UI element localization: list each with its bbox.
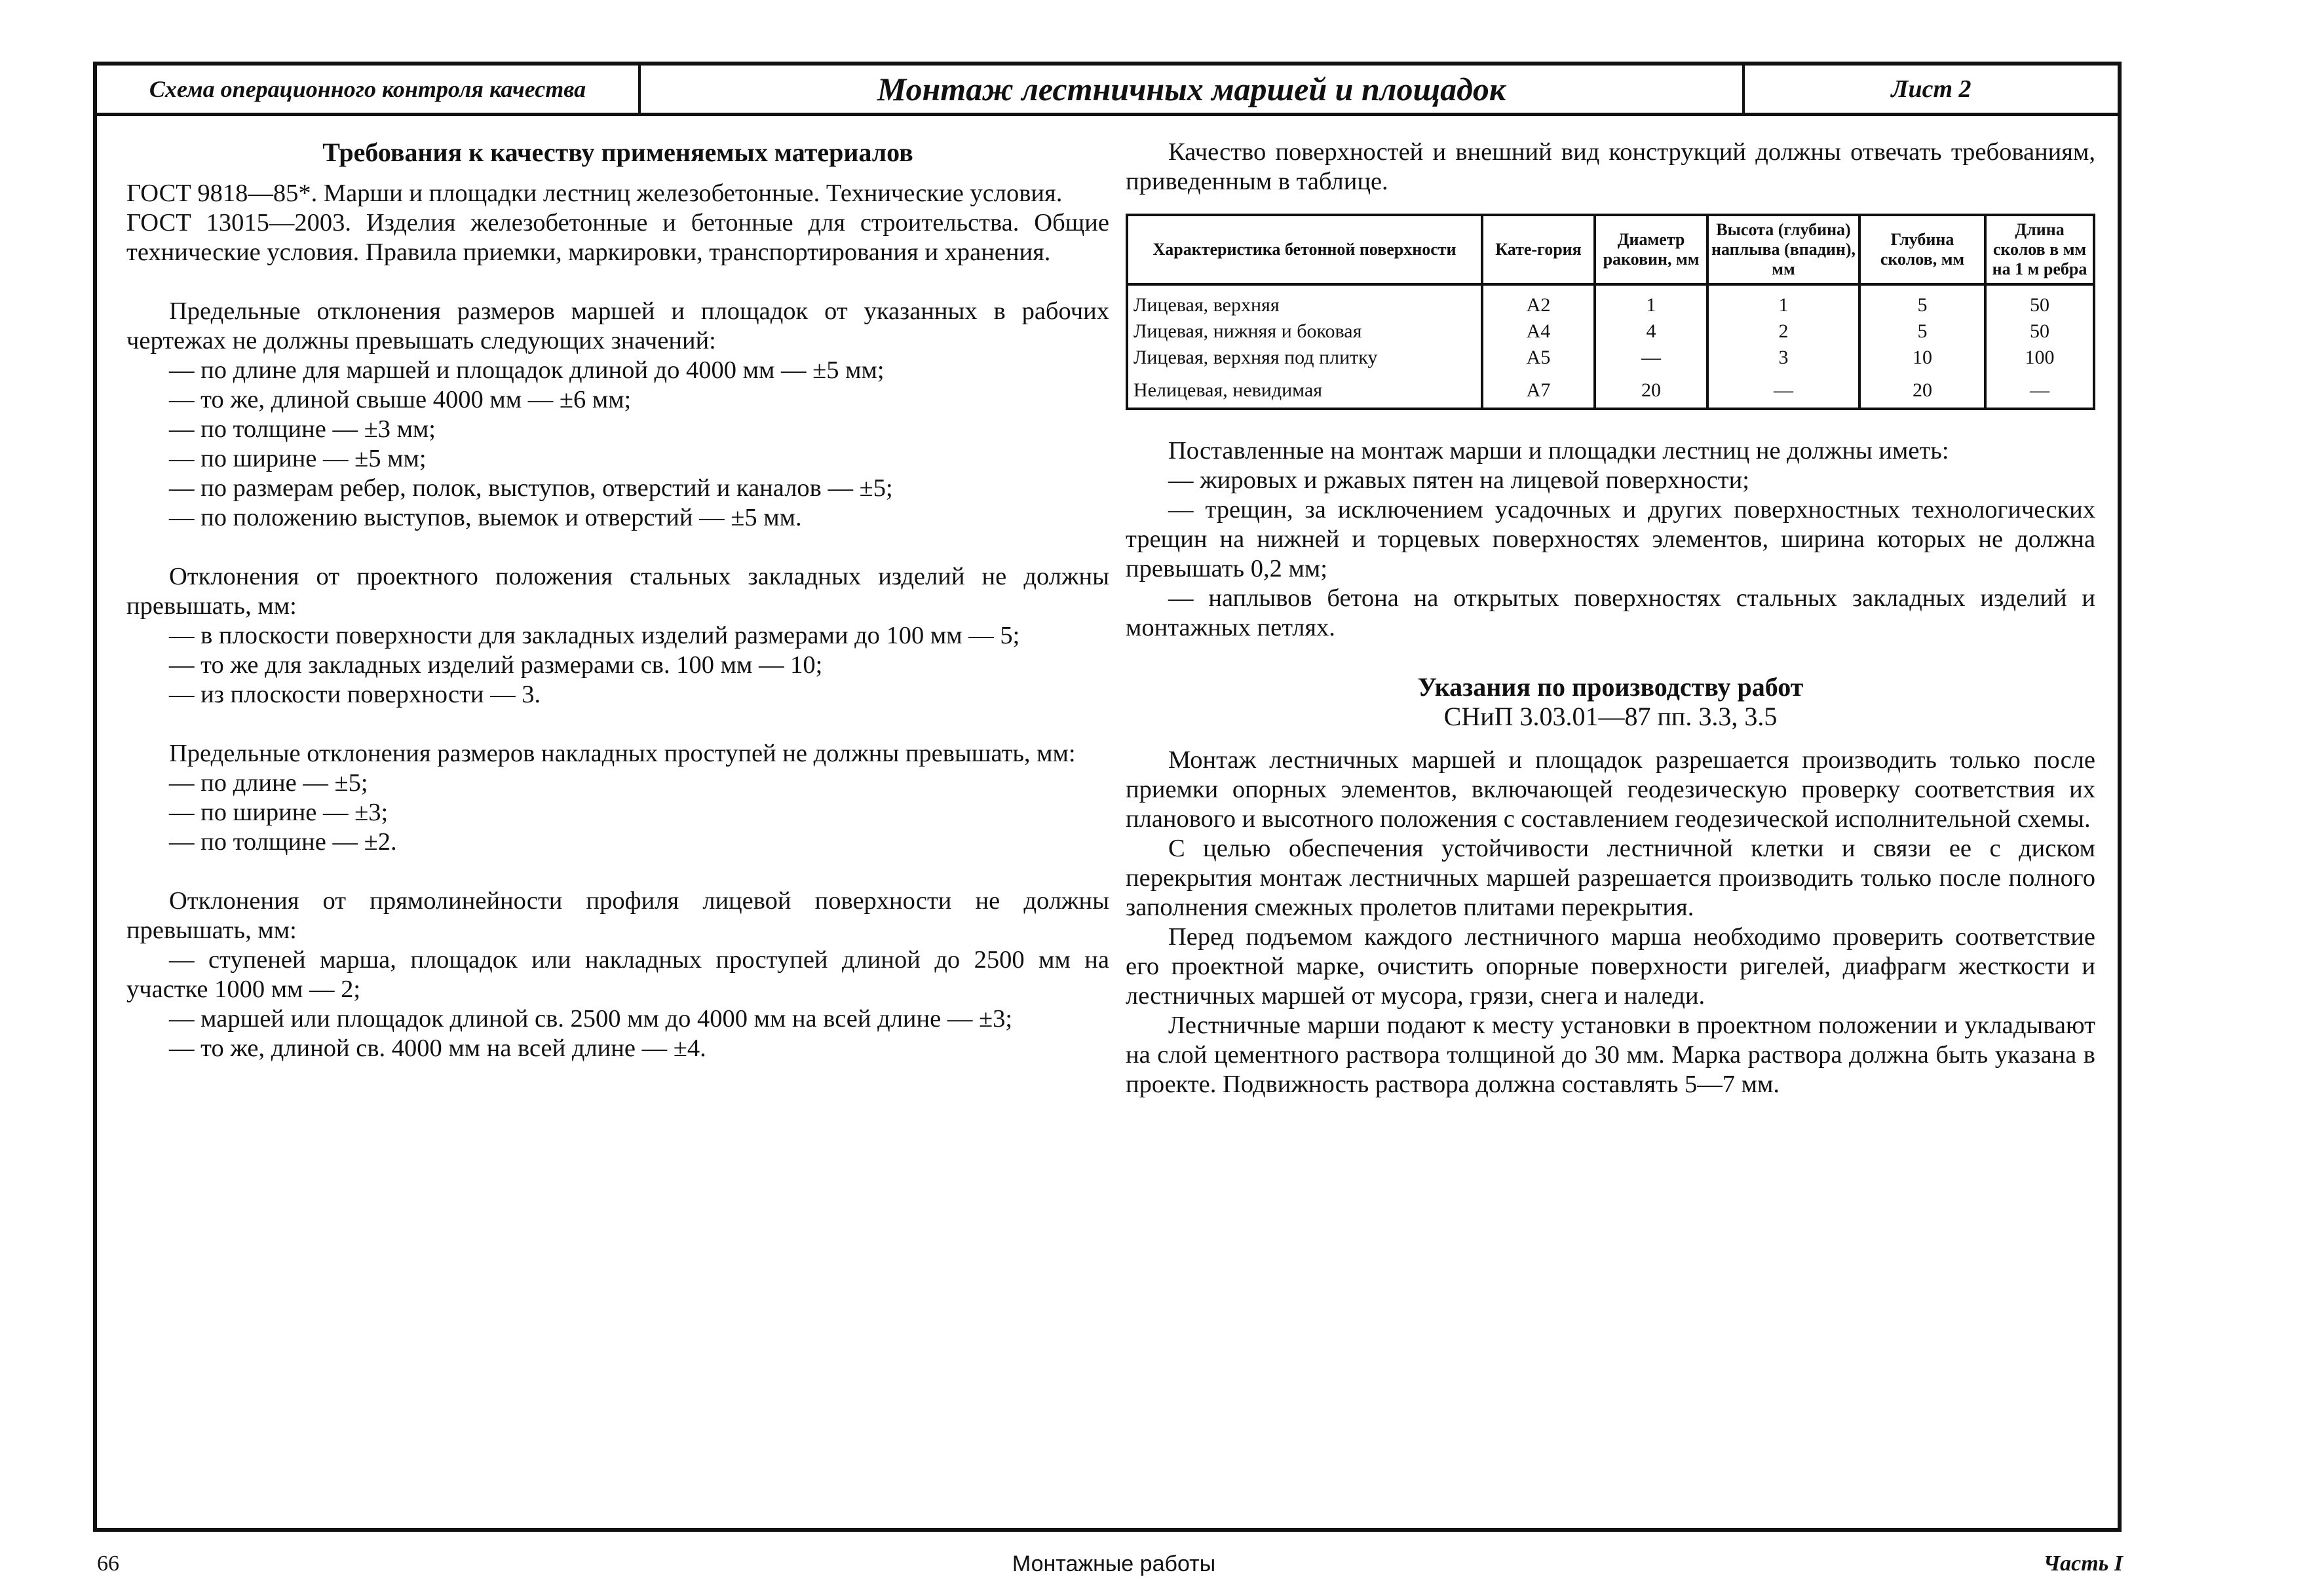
table-cell: Нелицевая, невидимая: [1127, 371, 1482, 409]
table-cell: 4: [1595, 318, 1707, 345]
table-cell: 5: [1859, 318, 1985, 345]
deviation-item: — по положению выступов, выемок и отверстий — ±5 мм.: [169, 504, 802, 531]
table-cell: 2: [1707, 318, 1859, 345]
table-cell: 5: [1859, 284, 1985, 318]
table-header: Глубина сколов, мм: [1859, 215, 1985, 284]
tread-item: — по ширине — ±3;: [169, 799, 389, 826]
header-title: Монтаж лестничных маршей и площадок: [641, 66, 1745, 113]
table-header: Диаметр раковин, мм: [1595, 215, 1707, 284]
materials-title: Требования к качеству применяемых материалов: [322, 138, 913, 167]
table-cell: А7: [1482, 371, 1595, 409]
table-cell: Лицевая, нижняя и боковая: [1127, 318, 1482, 345]
table-cell: —: [1707, 371, 1859, 409]
straightness-item: — ступеней марша, площадок или накладных проступей длиной до 2500 мм на участке 1000 мм — 2;: [126, 946, 1109, 1003]
deviation-item: — по длине для маршей и площадок длиной до 4000 мм — ±5 мм;: [169, 356, 885, 384]
table-cell: —: [1595, 345, 1707, 371]
table-cell: Лицевая, верхняя под плитку: [1127, 345, 1482, 371]
table-row: [1127, 284, 2094, 318]
table-cell: 50: [1985, 318, 2094, 345]
header-left: Схема операционного контроля качества: [97, 66, 641, 113]
gost-9818: ГОСТ 9818—85*. Марши и площадки лестниц железобетонные. Технические условия.: [126, 180, 1063, 207]
table-cell: 20: [1595, 371, 1707, 409]
table-cell: 1: [1595, 284, 1707, 318]
surface-quality-table: [1126, 214, 2095, 410]
table-cell: —: [1985, 371, 2094, 409]
gost-13015: ГОСТ 13015—2003. Изделия железобетонные и бетонные для строительства. Общие технические условия. Правила приемки, маркировки, транспортирования и хранения.: [126, 209, 1109, 266]
left-column: [126, 138, 1109, 1063]
table-header: Характеристика бетонной поверхности: [1127, 215, 1482, 284]
table-cell: 50: [1985, 284, 2094, 318]
table-cell: 1: [1707, 284, 1859, 318]
deviation-item: — по ширине — ±5 мм;: [169, 445, 427, 472]
straightness-item: — маршей или площадок длиной св. 2500 мм до 4000 мм на всей длине — ±3;: [169, 1005, 1013, 1033]
header-sheet: Лист 2: [1891, 75, 1972, 103]
table-cell: 100: [1985, 345, 2094, 371]
page-frame: [93, 62, 2122, 1532]
table-row: [1127, 345, 2094, 371]
embed-item: — из плоскости поверхности — 3.: [169, 681, 541, 708]
work-subtitle: СНиП 3.03.01—87 пп. 3.3, 3.5: [1443, 702, 1778, 731]
table-cell: 3: [1707, 345, 1859, 371]
table-cell: 20: [1859, 371, 1985, 409]
table-cell: 10: [1859, 345, 1985, 371]
embed-item: — то же для закладных изделий размерами св. 100 мм — 10;: [169, 651, 823, 679]
defects-item: — наплывов бетона на открытых поверхностях стальных закладных изделий и монтажных петлях.: [1126, 584, 2095, 641]
work-paragraph: Монтаж лестничных маршей и площадок разрешается производить только после приемки опорных элементов, включающей геодезическую проверку соответствия их планового и высотного положения с составлением геодезической исполнительной схемы.: [1126, 746, 2095, 833]
work-paragraph: Лестничные марши подают к месту установки в проектном положении и укладывают на слой цементного раствора толщиной до 30 мм. Марка раствора должна быть указана в проекте. Подвижность раствора должна составлять 5—7 мм.: [1126, 1012, 2095, 1098]
deviation-item: — по размерам ребер, полок, выступов, отверстий и каналов — ±5;: [169, 474, 893, 502]
work-paragraph: С целью обеспечения устойчивости лестничной клетки и связи ее с диском перекрытия монтаж лестничных маршей разрешается производить только после полного заполнения смежных пролетов плитами перекрытия.: [1126, 835, 2095, 921]
deviation-item: — то же, длиной свыше 4000 мм — ±6 мм;: [169, 386, 632, 413]
table-cell: Лицевая, верхняя: [1127, 284, 1482, 318]
deviation-intro: Предельные отклонения размеров маршей и площадок от указанных в рабочих чертежах не должны превышать следующих значений:: [126, 297, 1109, 354]
tread-item: — по толщине — ±2.: [169, 828, 397, 856]
footer-part: Часть I: [2043, 1551, 2123, 1576]
defects-item: — трещин, за исключением усадочных и других поверхностных технологических трещин на нижней и торцевых поверхностях элементов, ширина которых не должна превышать 0,2 мм;: [1126, 496, 2095, 582]
table-row: [1127, 371, 2094, 409]
tread-intro: Предельные отклонения размеров накладных проступей не должны превышать, мм:: [169, 740, 1076, 767]
right-column: [1126, 138, 2095, 1099]
table-cell: А2: [1482, 284, 1595, 318]
embed-intro: Отклонения от проектного положения стальных закладных изделий не должны превышать, мм:: [126, 563, 1109, 620]
table-header: Длина сколов в мм на 1 м ребра: [1985, 215, 2094, 284]
straightness-item: — то же, длиной св. 4000 мм на всей длине — ±4.: [169, 1035, 706, 1062]
tread-item: — по длине — ±5;: [169, 769, 368, 797]
table-cell: А4: [1482, 318, 1595, 345]
header-bar: [97, 66, 2118, 116]
deviation-item: — по толщине — ±3 мм;: [169, 415, 436, 443]
straightness-intro: Отклонения от прямолинейности профиля лицевой поверхности не должны превышать, мм:: [126, 887, 1109, 944]
table-header: Кате-гория: [1482, 215, 1595, 284]
quality-intro: Качество поверхностей и внешний вид конструкций должны отвечать требованиям, приведенным в таблице.: [1126, 138, 2095, 195]
work-title: Указания по производству работ: [1417, 672, 1804, 702]
table-header-row: [1127, 215, 2094, 284]
footer-section: Монтажные работы: [1012, 1551, 1216, 1576]
table-row: [1127, 318, 2094, 345]
defects-item: — жировых и ржавых пятен на лицевой поверхности;: [1168, 466, 1749, 494]
page-number: 66: [97, 1551, 119, 1576]
defects-intro: Поставленные на монтаж марши и площадки лестниц не должны иметь:: [1168, 437, 1949, 465]
table-cell: А5: [1482, 345, 1595, 371]
embed-item: — в плоскости поверхности для закладных изделий размерами до 100 мм — 5;: [169, 622, 1020, 649]
table-header: Высота (глубина) наплыва (впадин), мм: [1707, 215, 1859, 284]
work-paragraph: Перед подъемом каждого лестничного марша необходимо проверить соответствие его проектной марке, очистить опорные поверхности ригелей, диафрагм жесткости и лестничных маршей от мусора, грязи, снега и наледи.: [1126, 923, 2095, 1010]
